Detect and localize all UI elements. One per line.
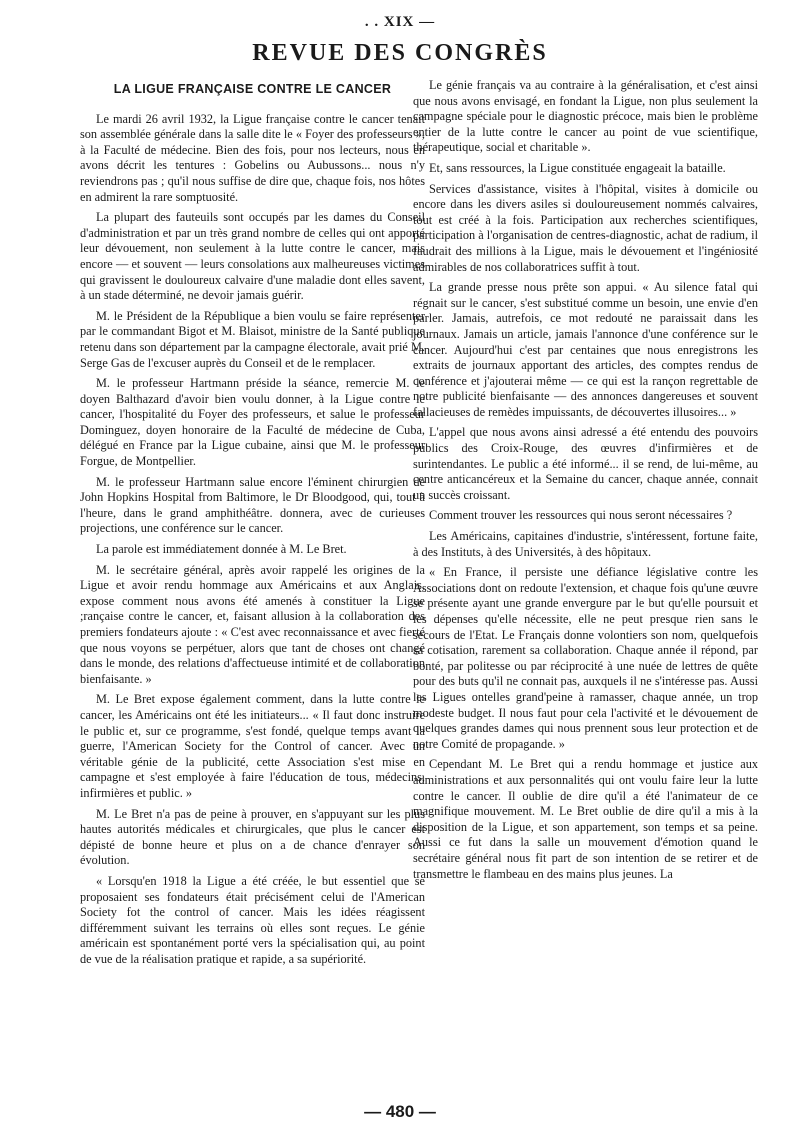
paragraph: La grande presse nous prête son appui. « Au silence fatal qui régnait sur le cancer, s'est substitué comme un besoin, une envie d'en parler. Jamais, autrefois, ce mot redouté ne paraissait dans les journaux. Jamais un article, jamais l'annonce d'une conférence sur le cancer. Aujourd'hui c'est par centaines que nous enregistrons les extraits de journaux apportant des articles, des comptes rendus de conférence et j'ajouterai même — ce qui est la rançon regrettable de notre publicité bienfaisante — des annonces dangereuses et souvent fallacieuses de remèdes impuissants, de découvertes illusoires... » [413,280,758,419]
paragraph: L'appel que nous avons ainsi adressé a été entendu des pouvoirs publics des Croix-Rouge, des œuvres d'infirmières et de surintendantes. Le public a été informé... il se rend, de lui-même, au centre anticancéreux et la Semaine du cancer, chaque année, connait un succès croissant. [413,425,758,502]
paragraph: Les Américains, capitaines d'industrie, s'intéressent, fortune faite, à des Instituts, à des Universités, à des hôpitaux. [413,529,758,559]
roman-page-marker: . . XIX — [364,14,436,30]
paragraph: Le génie français va au contraire à la généralisation, et c'est ainsi que nous avons envisagé, en fondant la Ligue, non plus seulement la campagne spéciale pour le diagnostic précoce, mais bien le problème entier de la lutte contre le cancer au point de vue scientifique, thérapeutique, social et charitable ». [413,78,758,155]
page-title: REVUE DES CONGRÈS [252,40,548,66]
paragraph: Comment trouver les ressources qui nous seront nécessaires ? [429,508,733,523]
section-title: LA LIGUE FRANÇAISE CONTRE LE CANCER [113,82,392,96]
paragraph: Services d'assistance, visites à l'hôpital, visites à domicile ou encore dans les divers asiles si douloureusement nommés calvaires, tout est créé à la fois. Participation aux recherches scientifiques, participation à l'organisation de centres-diagnostic, achat de radium, il faudrait des millions à la Ligue, mais le dévouement et l'ingéniosité admirables de nos collaboratrices suffit à tout. [413,181,758,274]
paragraph: M. le professeur Hartmann préside la séance, remercie M. le doyen Balthazard d'avoir bien voulu donner, à la Ligue contre le cancer, l'hospitalité du Foyer des professeurs, et salue le professeur Dominguez, doyen honoraire de la Faculté de médecine de Cuba, délégué en France par la Ligue cubaine, ainsi que M. le professeur Forgue, de Montpellier. [80,376,425,469]
paragraph: M. le professeur Hartmann salue encore l'éminent chirurgien de John Hopkins Hospital from Baltimore, le Dr Bloodgood, qui, tout à l'heure, dans le grand amphithéâtre. donnera, avec de curieuses projections, une conférence sur le cancer. [80,474,425,536]
paragraph: M. le Président de la République a bien voulu se faire représenter par le commandant Bigot et M. Blaisot, ministre de la Santé publique retenu dans son département par la campagne électorale, avait prié M. Serge Gas de l'excuser auprès du Conseil et de le remplacer. [80,308,425,370]
paragraph: « En France, il persiste une défiance législative contre les Associations dont on redoute l'extension, et chaque fois qu'une œuvre se présente ayant une grande envergure par le but qu'elle poursuit et les dépenses qu'elle nécessite, elle ne peut presque rien sans le secours de l'Etat. Le Français donne volontiers son nom, quelquefois sa cotisation, rarement sa collaboration. Chaque année il répond, par bonté, par politesse ou par réciprocité à une nuée de lettres de quête pour des buts qu'il ne connait pas, auxquels il ne s'intéresse pas. Aussi les Ligues ontelles grand'peine à ramasser, chaque année, un trop modeste budget. Il nous faut pour cela l'activité et le dévouement de quelques grandes dames qui nous prennent sous leur protection et de notre Comité de propagande. » [413,565,758,751]
paragraph: Cependant M. Le Bret qui a rendu hommage et justice aux administrations et aux personnalités qui ont voulu faire leur la lutte contre le cancer. Il oublie de dire qu'il a été l'animateur de ce magnifique mouvement. M. Le Bret oublie de dire qu'il a mis à la disposition de la Ligue, et son appartement, son temps et sa peine. Aussi ce fut dans la salle un mouvement d'émotion quand le secrétaire général nous fit part de son intention de se retirer et de transmettre le flambeau en des mains plus jeunes. La [413,757,758,881]
paragraph: Le mardi 26 avril 1932, la Ligue française contre le cancer tenait son assemblée générale dans la salle dite le « Foyer des professeurs », à la Faculté de médecine. Bien des fois, pour nos lecteurs, nous en avons décrit les tentures : Gobelins ou Aubussons... nous n'y reviendrons pas ; qu'il nous suffise de dire que, chaque fois, nos hôtes en admirent la rare somptuosité. [80,111,425,204]
page-number: — 480 — [364,1102,436,1121]
left-column [80,78,425,972]
paragraph: « Lorsqu'en 1918 la Ligue a été créée, le but essentiel que se proposaient ses fondateurs était précisément celui de l'American Society fot the control of cancer. Mais les idées réagissent différemment suivant les terrains où elles sont reçues. Le génie américain est spontanément porté vers la spécialisation qui, au point de vue de la réalisation pratique et rapide, a sa supériorité. [80,873,425,966]
paragraph: M. Le Bret n'a pas de peine à prouver, en s'appuyant sur les plus hautes autorités médicales et chirurgicales, que plus le cancer est dépisté de bonne heure et plus on a de chance d'enrayer son évolution. [80,806,425,868]
paragraph: Et, sans ressources, la Ligue constituée engageait la bataille. [429,160,726,175]
paragraph: La plupart des fauteuils sont occupés par les dames du Conseil d'administration et par un très grand nombre de celles qui ont apporté leur dévouement, non seulement à la lutte contre le cancer, mais encore — et souvent — leurs consolations aux malheureuses victimes qui gravissent le douloureux calvaire d'une maladie dont elles savent, à un stade déterminé, ne devoir jamais guérir. [80,210,425,303]
paragraph: La parole est immédiatement donnée à M. Le Bret. [96,542,347,557]
paragraph: M. le secrétaire général, après avoir rappelé les origines de la Ligue et avoir rendu hommage aux Américains et aux Anglais, expose comment nous avons été amenés à constituer la Ligue ;rançaise contre le cancer, et, faisant allusion à la collaboration des premiers fondateurs ajoute : « C'est avec reconnaissance et avec fierté que nous voyons se perpétuer, alors que tant de choses ont changé dans le monde, des relations d'affectueuse intimité et de collaboration bienfaisante. » [80,562,425,686]
paragraph: M. Le Bret expose également comment, dans la lutte contre le cancer, les Américains ont été les initiateurs... « Il faut donc instruire le public et, sur ce programme, s'est fondé, quelque temps avant la guerre, l'American Society for the Control of cancer. Avec un véritable génie de la publicité, cette Association s'est mise en campagne et s'est employée à faire l'éducation de tous, médecins, infirmières et public. » [80,692,425,800]
right-column [413,78,758,887]
